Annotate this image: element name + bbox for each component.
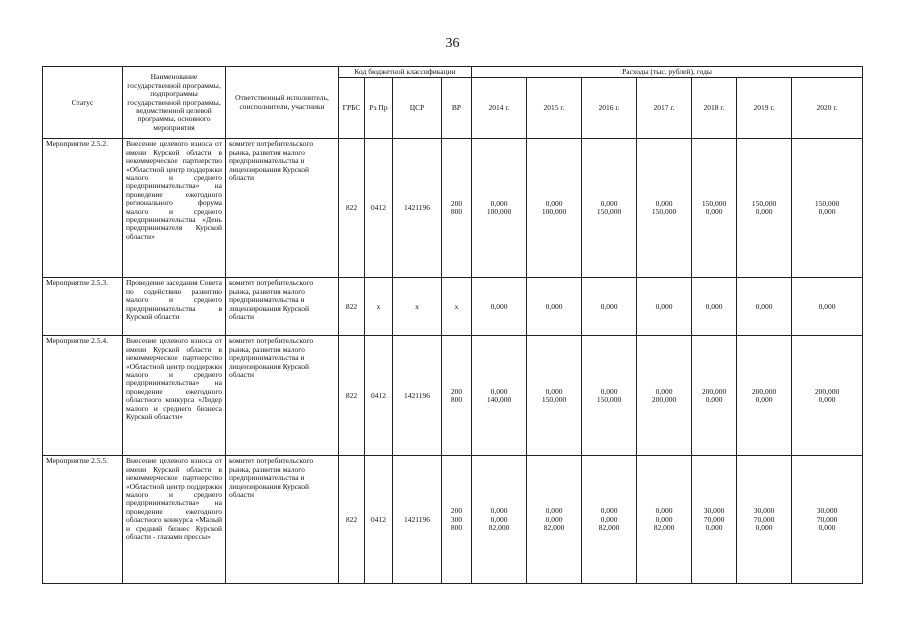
- value-cell-2018: 200,000 0,000: [692, 336, 737, 456]
- value-cell-2017: 0,000 150,000: [637, 139, 692, 278]
- header-year-2014: 2014 г.: [472, 78, 527, 139]
- vr-cell: 200 800: [442, 336, 472, 456]
- value-cell-2014: 0,000: [472, 278, 527, 336]
- value-cell-2016: 0,000 150,000: [582, 139, 637, 278]
- value-cell-2018: 150,000 0,000: [692, 139, 737, 278]
- executor-cell: комитет потребительского рынка, развития малого предпринимательства и лицензирования Курской области: [226, 278, 339, 336]
- value-cell-2017: 0,000 0,000 82,000: [637, 456, 692, 584]
- value-cell-2018: 0,000: [692, 278, 737, 336]
- header-name: Наименование государственной программы, подпрограммы государственной программы, ведомственной целевой программы, основного мероприятия: [123, 67, 226, 139]
- rzpr-cell: 0412: [365, 336, 393, 456]
- header-year-2017: 2017 г.: [637, 78, 692, 139]
- value-cell-2020: 200,000 0,000: [792, 336, 863, 456]
- vr-cell: 200 300 800: [442, 456, 472, 584]
- executor-cell: комитет потребительского рынка, развития малого предпринимательства и лицензирования Курской области: [226, 336, 339, 456]
- header-rzpr: Рз Пр: [365, 78, 393, 139]
- executor-cell: комитет потребительского рынка, развития малого предпринимательства и лицензирования Курской области: [226, 139, 339, 278]
- table-row: [43, 336, 863, 456]
- header-vr: ВР: [442, 78, 472, 139]
- status-cell: Мероприятие 2.5.5.: [43, 456, 123, 584]
- value-cell-2015: 0,000: [527, 278, 582, 336]
- value-cell-2016: 0,000 150,000: [582, 336, 637, 456]
- header-year-2019: 2019 г.: [737, 78, 792, 139]
- value-cell-2014: 0,000 100,000: [472, 139, 527, 278]
- status-cell: Мероприятие 2.5.4.: [43, 336, 123, 456]
- table-row: [43, 139, 863, 278]
- header-year-2016: 2016 г.: [582, 78, 637, 139]
- csr-cell: 1421196: [393, 336, 442, 456]
- name-cell: Проведение заседания Совета по содействию развитию малого и среднего предпринимательства в Курской области: [123, 278, 226, 336]
- page-number: 36: [445, 36, 460, 51]
- grbs-cell: 822: [339, 139, 365, 278]
- value-cell-2020: 30,000 70,000 0,000: [792, 456, 863, 584]
- header-status: Статус: [43, 67, 123, 139]
- status-cell: Мероприятие 2.5.3.: [43, 278, 123, 336]
- expenses-table: [42, 66, 863, 584]
- grbs-cell: 822: [339, 456, 365, 584]
- value-cell-2016: 0,000: [582, 278, 637, 336]
- header-grbs: ГРБС: [339, 78, 365, 139]
- value-cell-2018: 30,000 70,000 0,000: [692, 456, 737, 584]
- value-cell-2017: 0,000: [637, 278, 692, 336]
- table-row: [43, 278, 863, 336]
- value-cell-2015: 0,000 100,000: [527, 139, 582, 278]
- header-year-2018: 2018 г.: [692, 78, 737, 139]
- header-year-2015: 2015 г.: [527, 78, 582, 139]
- header-csr: ЦСР: [393, 78, 442, 139]
- grbs-cell: 822: [339, 336, 365, 456]
- header-budget-classification: Код бюджетной классификации: [339, 67, 472, 78]
- rzpr-cell: 0412: [365, 456, 393, 584]
- name-cell: Внесение целевого взноса от имени Курской области в некоммерческое партнерство «Областной центр поддержки малого и среднего предпринимательства» на проведение ежегодного областного конкурса «Лидер малого и среднего бизнеса Курской области»: [123, 336, 226, 456]
- name-cell: Внесение целевого взноса от имени Курской области в некоммерческое партнерство «Областной центр поддержки малого и среднего предпринимательства» на проведение ежегодного регионального форума малого и среднего предпринимательства «День предпринимателя Курской области»: [123, 139, 226, 278]
- header-executor: Ответственный исполнитель, соисполнители, участники: [226, 67, 339, 139]
- status-cell: Мероприятие 2.5.2.: [43, 139, 123, 278]
- table-row: [43, 456, 863, 584]
- value-cell-2020: 150,000 0,000: [792, 139, 863, 278]
- header-expenses: Расходы (тыс. рублей), годы: [472, 67, 863, 78]
- executor-cell: комитет потребительского рынка, развития малого предпринимательства и лицензирования Курской области: [226, 456, 339, 584]
- name-cell: Внесение целевого взноса от имени Курской области в некоммерческое партнерство «Областной центр поддержки малого и среднего предпринимательства» на проведение ежегодного областного конкурса «Малый и средний бизнес Курской области - глазами прессы»: [123, 456, 226, 584]
- value-cell-2019: 0,000: [737, 278, 792, 336]
- csr-cell: 1421196: [393, 139, 442, 278]
- value-cell-2019: 30,000 70,000 0,000: [737, 456, 792, 584]
- csr-cell: 1421196: [393, 456, 442, 584]
- csr-cell: х: [393, 278, 442, 336]
- rzpr-cell: 0412: [365, 139, 393, 278]
- value-cell-2016: 0,000 0,000 82,000: [582, 456, 637, 584]
- header-year-2020: 2020 г.: [792, 78, 863, 139]
- vr-cell: х: [442, 278, 472, 336]
- value-cell-2017: 0,000 200,000: [637, 336, 692, 456]
- value-cell-2020: 0,000: [792, 278, 863, 336]
- value-cell-2019: 150,000 0,000: [737, 139, 792, 278]
- vr-cell: 200 800: [442, 139, 472, 278]
- rzpr-cell: х: [365, 278, 393, 336]
- value-cell-2015: 0,000 150,000: [527, 336, 582, 456]
- grbs-cell: 822: [339, 278, 365, 336]
- value-cell-2015: 0,000 0,000 82,000: [527, 456, 582, 584]
- value-cell-2014: 0,000 0,000 82,000: [472, 456, 527, 584]
- value-cell-2019: 200,000 0,000: [737, 336, 792, 456]
- value-cell-2014: 0,000 140,000: [472, 336, 527, 456]
